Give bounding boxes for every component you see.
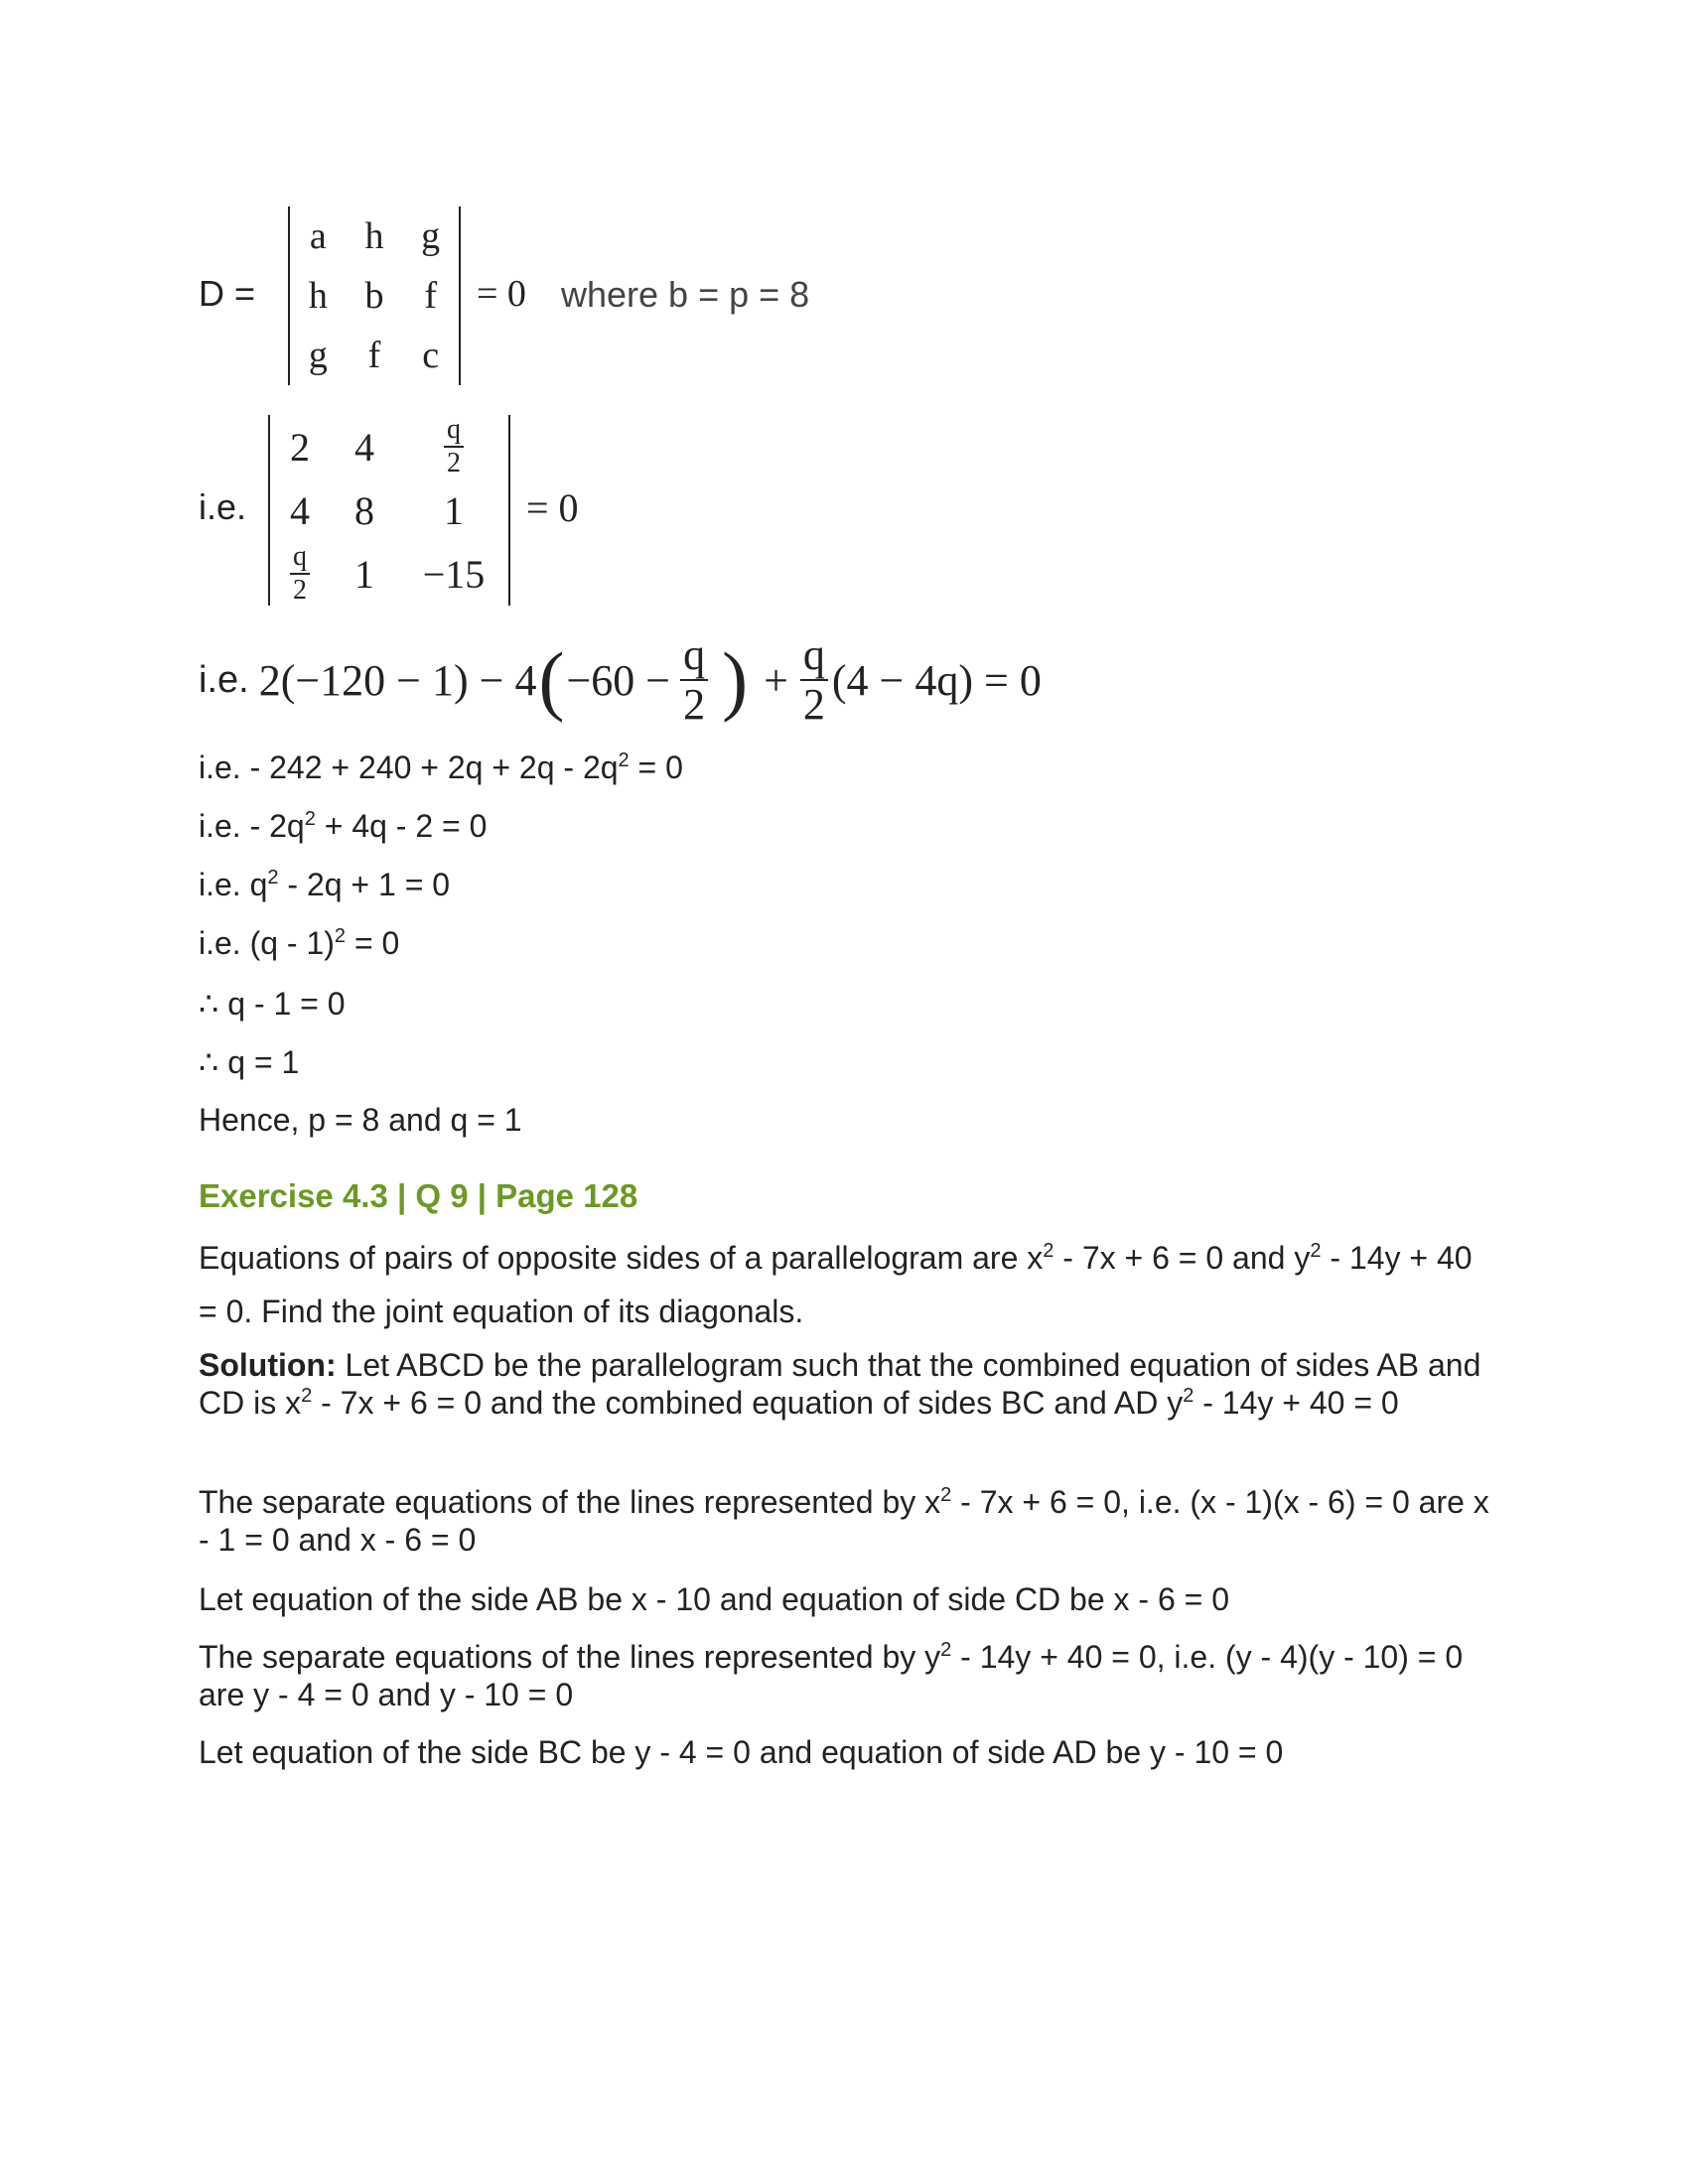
det1-cell: h bbox=[364, 215, 384, 257]
step-line: i.e. - $242 + 240 + 2q + 2q - 2q^2 = 0$ bbox=[199, 750, 683, 785]
det1-cell: a bbox=[309, 215, 327, 257]
exercise-heading: Exercise 4.3 | Q 9 | Page 128 bbox=[199, 1177, 638, 1214]
solution-text: Solution: Let ABCD be the parallelogram such that the combined equation of sides AB and CD is $x^2 - 7x + 6 = 0$ and the combined equation of sides BC and AD $y^2 - 14y + 40 = 0$ bbox=[199, 1347, 1481, 1421]
det2-cell-fraction: $\frac{q}{2}$ bbox=[399, 416, 508, 478]
det1-cell: f bbox=[424, 275, 437, 317]
expansion-part4: (4 − 4q) = 0 bbox=[831, 655, 1042, 705]
step-line: i.e. (q - 1)$^2$ = 0 bbox=[199, 925, 400, 961]
det2-cell: 1 bbox=[444, 487, 464, 533]
det1-lhs: D = bbox=[199, 273, 256, 314]
det2-cell: 4 bbox=[354, 424, 374, 470]
open-paren: ( bbox=[538, 636, 565, 723]
step-line: i.e. $q^2 - 2q + 1 = 0$ bbox=[199, 867, 451, 902]
det1-equals: = 0 bbox=[477, 273, 526, 315]
expansion-part1: 2(−120 − 1) − 4 bbox=[258, 655, 537, 705]
step-line: ∴ q - 1 = 0 bbox=[199, 986, 346, 1022]
det2-cell: 4 bbox=[290, 487, 310, 533]
question-text: Equations of pairs of opposite sides of a parallelogram are $x^2 - 7x + 6 = 0$ and $y^2 - 14y + 40 = 0$. Find the joint equation of its diagonals. bbox=[199, 1240, 1473, 1329]
det2-cell: 2 bbox=[290, 424, 310, 470]
det2-equals: = 0 bbox=[526, 485, 579, 530]
det2-cell-fraction: $\frac{q}{2}$ bbox=[270, 543, 330, 605]
det2-cell: −15 bbox=[422, 551, 486, 597]
paragraph-bc-ad: Let equation of the side BC be y - 4 = 0 and equation of side AD be y - 10 = 0 bbox=[199, 1734, 1284, 1770]
expansion-fraction-2: $\frac{q}{2}$ bbox=[800, 633, 828, 727]
expansion-prefix: i.e. bbox=[199, 658, 249, 701]
step-line: i.e. - $2q^2 + 4q - 2 = 0$ bbox=[199, 808, 488, 844]
close-paren: ) bbox=[722, 636, 749, 723]
det2-cell: 8 bbox=[354, 487, 374, 533]
solution-label: Solution: bbox=[199, 1347, 337, 1383]
paragraph-x-lines: The separate equations of the lines represented by $x^2 - 7x + 6 = 0$, i.e. (x - 1)(x - 6) = 0 are x - 1 = 0 and x - 6 = 0 bbox=[199, 1484, 1489, 1558]
determinant-numeric bbox=[268, 415, 510, 606]
det2-lhs: i.e. bbox=[199, 486, 247, 527]
paragraph-y-lines: The separate equations of the lines represented by $y^2 - 14y + 40 = 0$, i.e. (y - 4)(y - 10) = 0 are y - 4 = 0 and y - 10 = 0 bbox=[199, 1639, 1464, 1712]
expansion-part3: + bbox=[764, 655, 788, 705]
paragraph-ab-cd: Let equation of the side AB be x - 10 and equation of side CD be x - 6 = 0 bbox=[199, 1581, 1230, 1617]
det1-cell: c bbox=[422, 335, 440, 376]
expansion-line bbox=[199, 630, 1042, 729]
det1-cell: b bbox=[364, 275, 384, 317]
expansion-fraction: $\frac{q}{2}$ bbox=[680, 633, 708, 727]
step-line: ∴ q = 1 bbox=[199, 1044, 300, 1080]
det1-cell: f bbox=[367, 335, 381, 376]
det1-cell: g bbox=[421, 215, 441, 257]
det1-condition: where b = p = 8 bbox=[561, 274, 810, 315]
conclusion-line: Hence, p = 8 and q = 1 bbox=[199, 1102, 522, 1138]
determinant-D bbox=[288, 206, 461, 385]
expansion-part2: −60 − bbox=[566, 655, 671, 705]
det2-cell: 1 bbox=[354, 551, 374, 597]
det1-cell: h bbox=[308, 275, 328, 317]
det1-cell: g bbox=[308, 335, 328, 376]
